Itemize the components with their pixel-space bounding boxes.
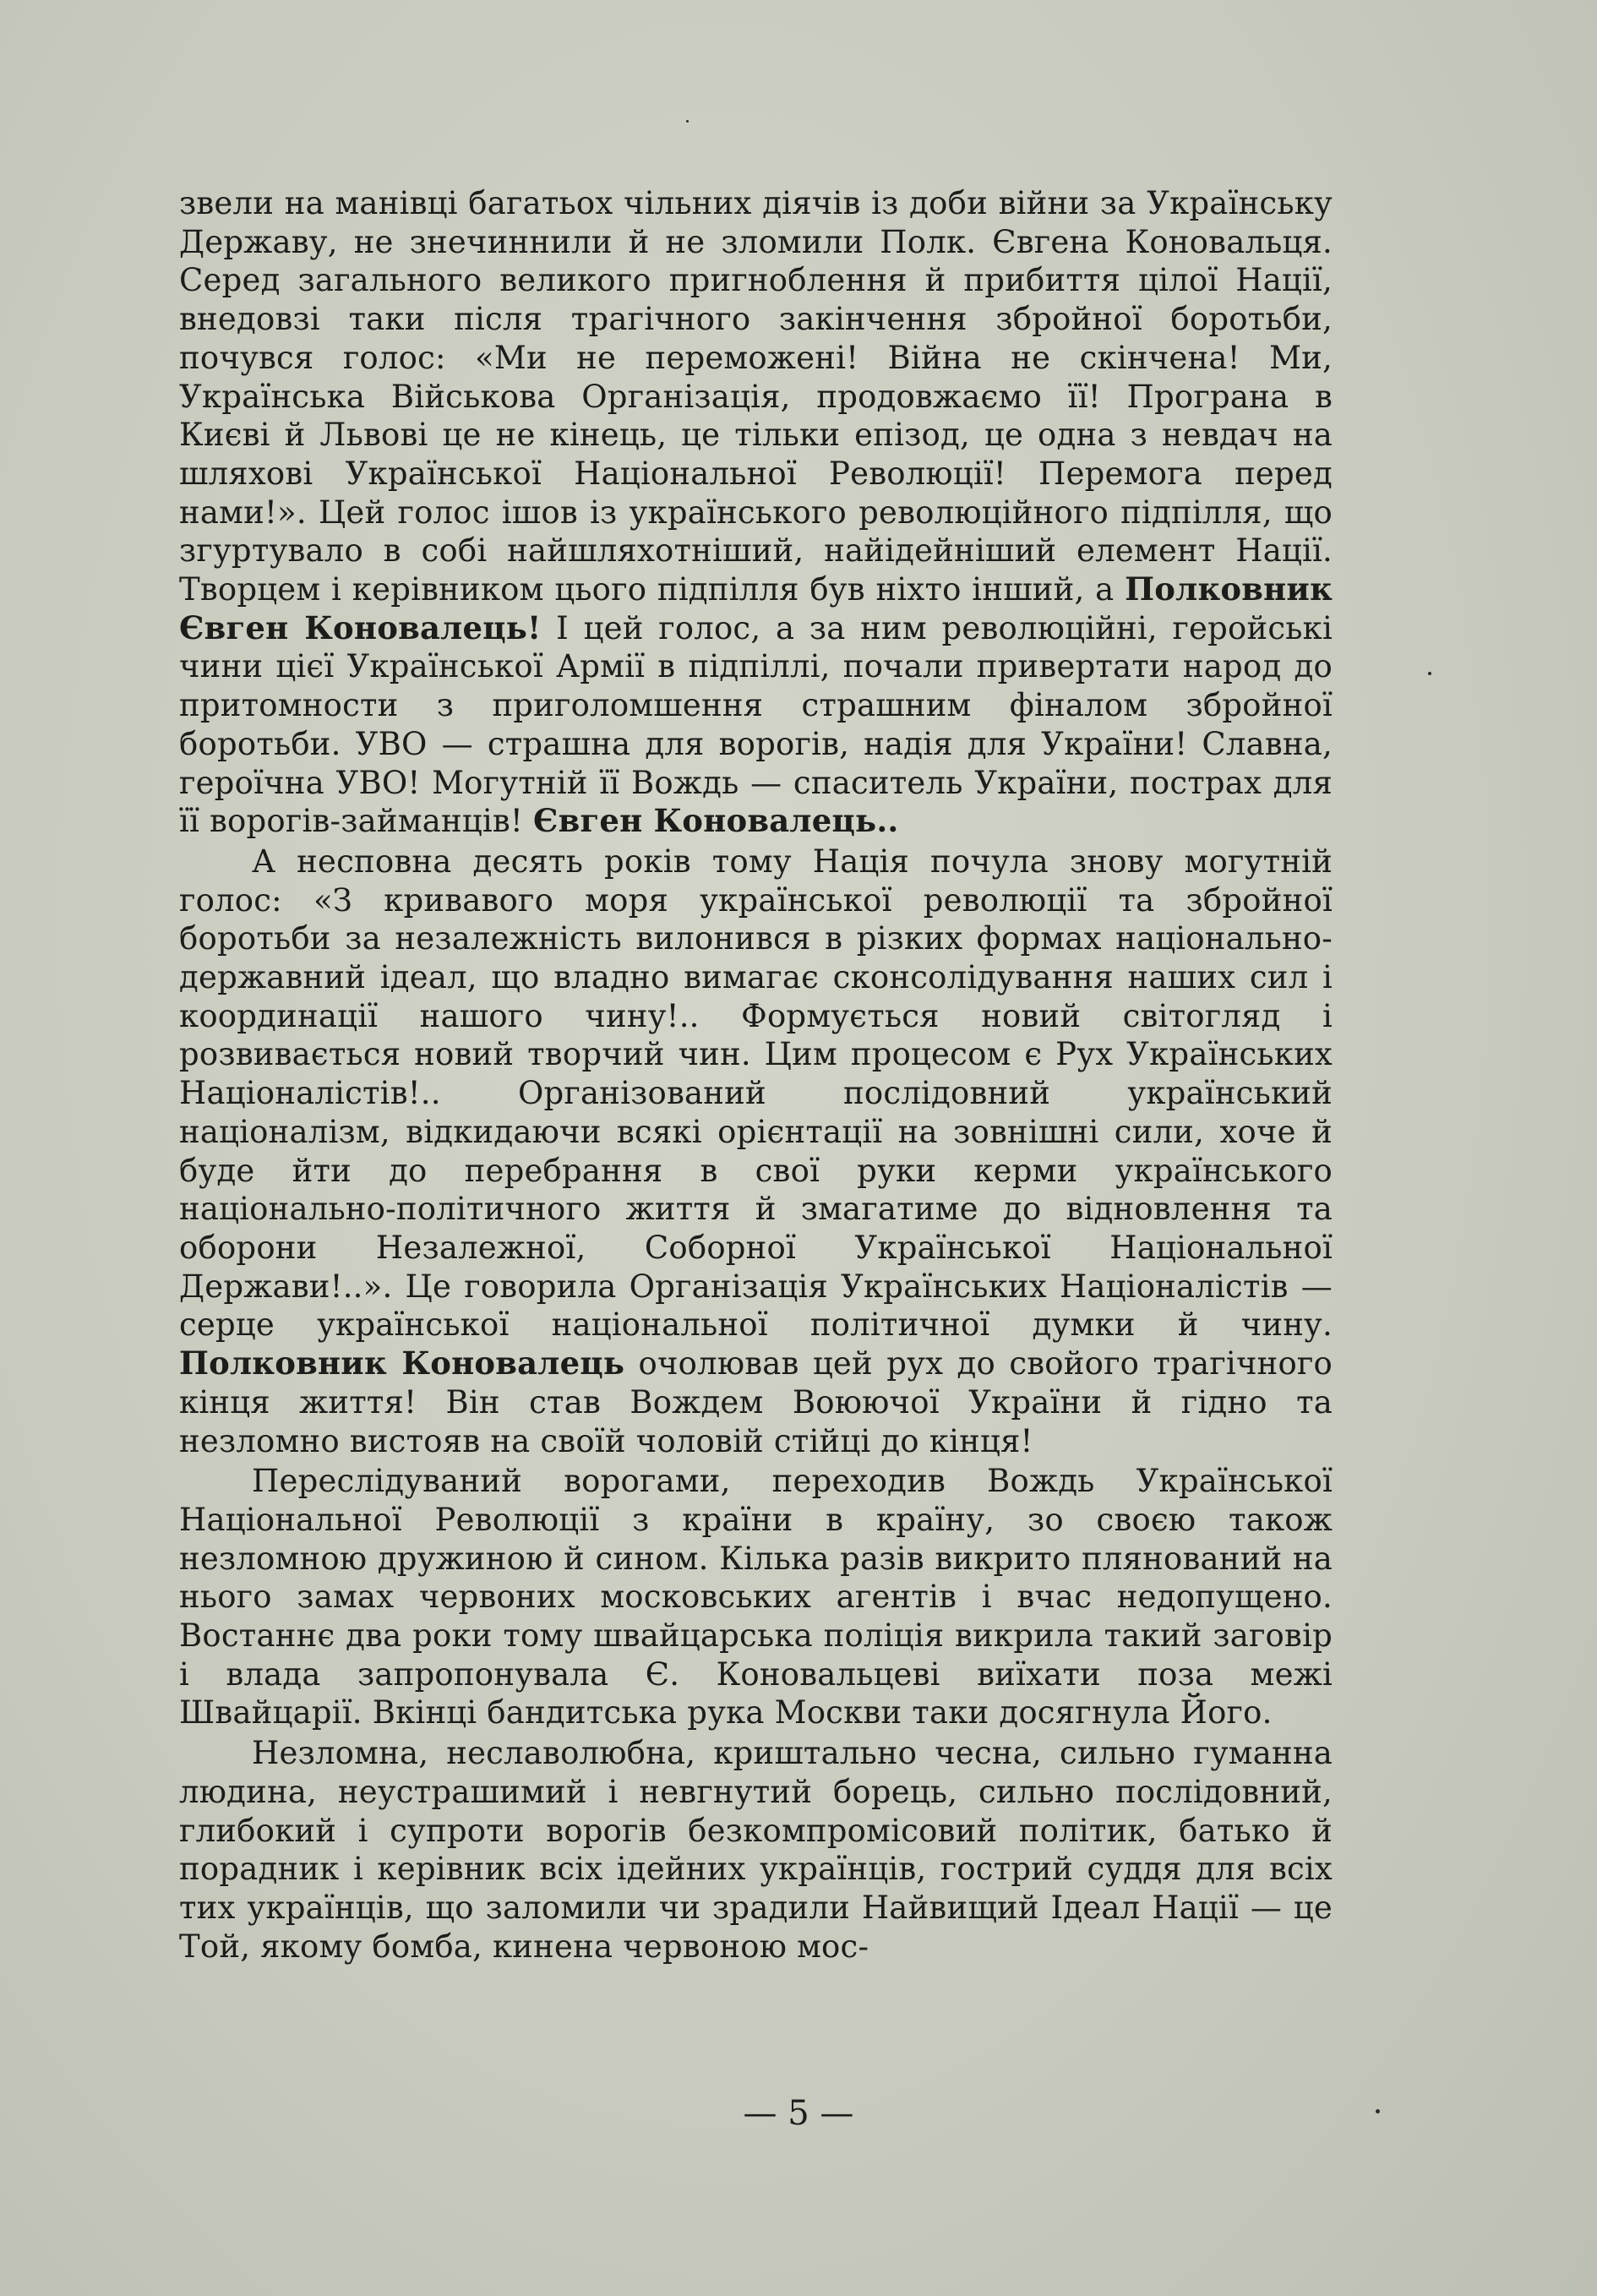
text-run: А несповна десять років тому Нація почула знову могутній голос: «З кривавого моря української революції та збройної боротьби за незалежність вилонився в різких формах національно-державний ідеал, що владно вимагає сконсолідування наших сил і координації нашого чину!.. Формується новий світогляд і розвивається новий творчий чин. Цим процесом є Рух Українських Націоналістів!.. Організований послідовний український націоналізм, відкидаючи всякі орієнтації на зовнішні сили, хоче й буде йти до перебрання в свої руки керми українського національно-політичного життя й змагатиме до відновлення та оборони Незалежної, Соборної Української Національної Держави!..». Це говорила Організація Українських Націоналістів — серце української національної політичної думки й чину. bbox=[179, 843, 1333, 1344]
body-text bbox=[179, 184, 1333, 1966]
bold-ellipsis: .. bbox=[876, 802, 899, 840]
paragraph-4 bbox=[179, 1734, 1333, 1966]
text-run: Незломна, неславолюбна, криштально чесна, сильно гуманна людина, неустрашимий і невгнутий борець, сильно послідовний, глибокий і супроти ворогів безкомпромісовий політик, батько й порадник і керівник всіх ідейних українців, гострий суддя для всіх тих українців, що заломили чи зрадили Найвищий Ідеал Нації — це Той, якому бомба, кинена червоною мос- bbox=[179, 1735, 1333, 1965]
bold-name: Полковник Коновалець bbox=[179, 1344, 625, 1383]
page-number: — 5 — bbox=[743, 2094, 854, 2133]
text-run: звели на манівці багатьох чільних діячів із доби війни за Українську Державу, не знечиннили й не зломили Полк. Євгена Коновальця. Серед загального великого пригноблення й прибиття цілої Нації, внедовзі таки після трагічного закінчення збройної боротьби, почувся голос: «Ми не переможені! Війна не скінчена! Ми, Українська Військова Організація, продовжаємо її! Програна в Києві й Львові це не кінець, це тільки епізод, це одна з невдач на шляхові Української Національної Революції! Перемога перед нами!». Цей голос ішов із українського революційного підпілля, що згуртувало в собі найшляхотніший, найідейніший елемент Нації. Творцем і керівником цього підпілля був ніхто інший, а bbox=[179, 185, 1333, 608]
bold-name: Полковник Євген Коновалець! bbox=[179, 570, 1333, 646]
text-run: Переслідуваний ворогами, переходив Вождь Української Національної Революції з країни в країну, зо своєю також незломною дружиною й сином. Кілька разів викрито плянований на нього замах червоних московських агентів і вчас недопущено. Востаннє два роки тому швайцарська поліція викрила такий заговір і влада запропонувала Є. Коновальцеві виїхати поза межі Швайцарії. Вкінці бандитська рука Москви таки досягнула Його. bbox=[179, 1463, 1333, 1732]
text-run: І цей голос, а за ним революційні, геройські чини цієї Української Армії в підпіллі, почали привертати народ до притомности з приголомшення страшним фіналом збройної боротьби. УВО — страшна для ворогів, надія для України! Славна, героїчна УВО! Могутній її Вождь — спаситель України, пострах для її ворогів-займанців! bbox=[179, 609, 1333, 840]
paragraph-3 bbox=[179, 1462, 1333, 1732]
bold-name: Євген Коновалець bbox=[532, 802, 877, 840]
print-speck bbox=[1428, 672, 1431, 675]
print-speck bbox=[1376, 2109, 1380, 2113]
text-run: очолював цей рух до свойого трагічного кінця життя! Він став Вождем Воюючої України й гідно та незломно вистояв на своїй чоловій стійці до кінця! bbox=[179, 1345, 1333, 1459]
paragraph-2 bbox=[179, 843, 1333, 1460]
paragraph-1 bbox=[179, 184, 1333, 841]
print-speck bbox=[686, 120, 689, 123]
